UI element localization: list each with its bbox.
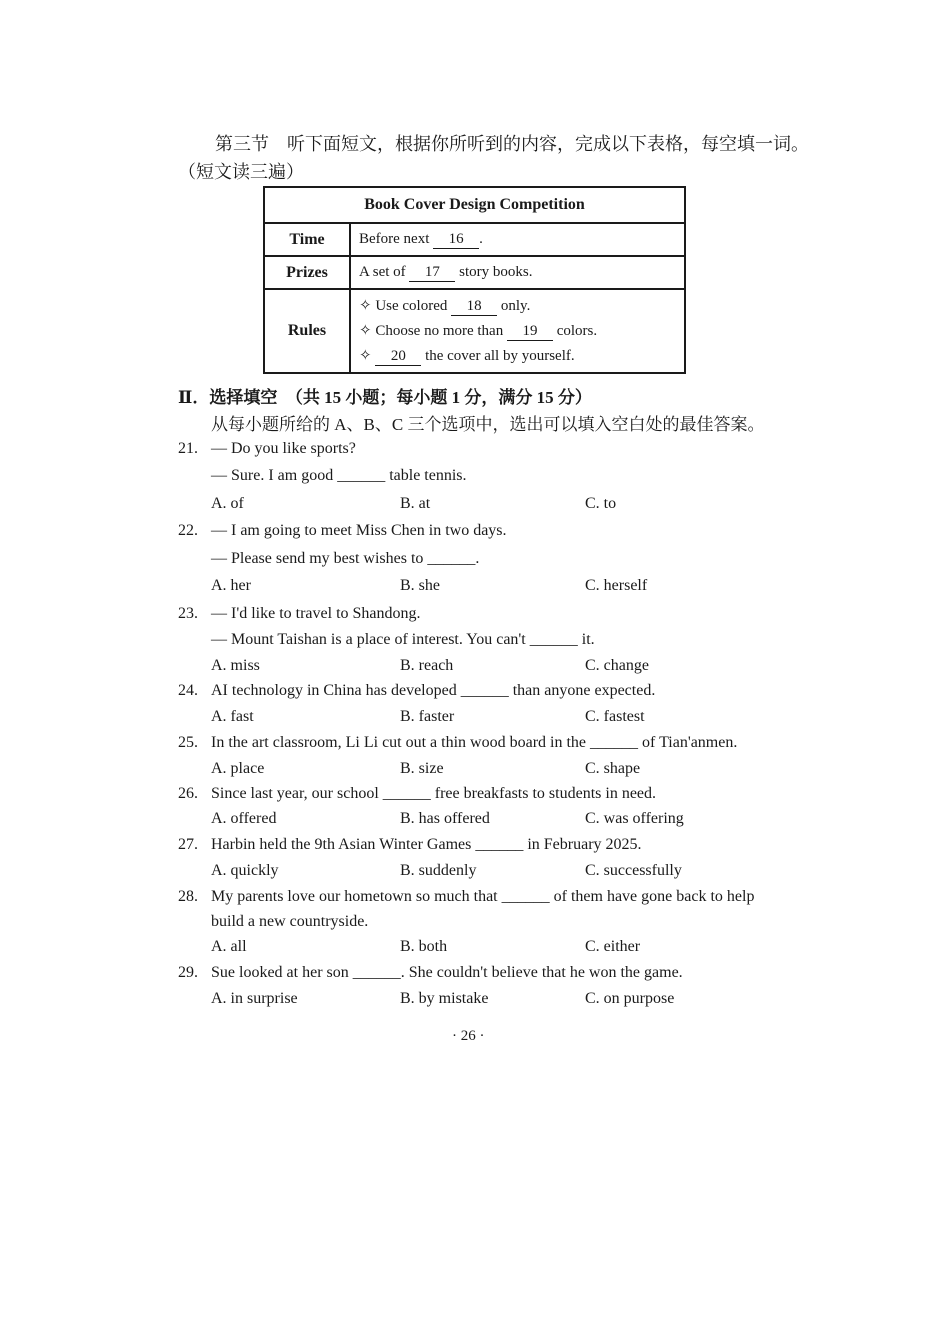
rule-2: ✧ Choose no more than 19 colors. <box>359 322 598 339</box>
question-stem: My parents love our hometown so much that ______ of them have gone back to help <box>211 888 755 905</box>
option-b: B. at <box>400 495 431 512</box>
option-b: B. both <box>400 938 448 955</box>
question-number: 22. <box>178 522 198 539</box>
rules-label: Rules <box>264 289 350 373</box>
blank-18: 18 <box>451 297 497 316</box>
blank-20: 20 <box>375 347 421 366</box>
question-number: 25. <box>178 734 198 751</box>
prizes-cell: A set of 17 story books. <box>350 256 685 289</box>
option-a: A. offered <box>211 810 277 827</box>
option-c: C. herself <box>585 577 648 594</box>
question-stem: Sue looked at her son ______. She couldn't believe that he won the game. <box>211 964 683 981</box>
question-stem: — Do you like sports? <box>211 440 356 457</box>
option-c: C. on purpose <box>585 990 675 1007</box>
option-c: C. fastest <box>585 708 645 725</box>
option-c: C. was offering <box>585 810 684 827</box>
time-label: Time <box>264 223 350 256</box>
question-stem: Harbin held the 9th Asian Winter Games ______ in February 2025. <box>211 836 642 853</box>
competition-table <box>263 186 686 374</box>
blank-16: 16 <box>433 230 479 249</box>
question-stem: — I am going to meet Miss Chen in two days. <box>211 522 507 539</box>
option-c: C. shape <box>585 760 641 777</box>
option-b: B. size <box>400 760 444 777</box>
option-b: B. faster <box>400 708 455 725</box>
question-stem: — Mount Taishan is a place of interest. You can't ______ it. <box>211 631 595 648</box>
rule-1: ✧ Use colored 18 only. <box>359 297 531 314</box>
section3-line1: 第三节 听下面短文，根据你所听到的内容，完成以下表格，每空填一词。 <box>215 134 809 154</box>
blank-17: 17 <box>409 263 455 282</box>
option-a: A. in surprise <box>211 990 298 1007</box>
option-b: B. she <box>400 577 440 594</box>
option-a: A. of <box>211 495 244 512</box>
rule-3: ✧ 20 the cover all by yourself. <box>359 347 575 364</box>
question-stem: — Sure. I am good ______ table tennis. <box>211 467 467 484</box>
option-b: B. suddenly <box>400 862 477 879</box>
question-number: 21. <box>178 440 198 457</box>
option-a: A. all <box>211 938 247 955</box>
option-a: A. her <box>211 577 251 594</box>
prizes-label: Prizes <box>264 256 350 289</box>
question-stem: Since last year, our school ______ free breakfasts to students in need. <box>211 785 657 802</box>
option-b: B. reach <box>400 657 454 674</box>
time-cell: Before next 16 . <box>350 223 685 256</box>
option-a: A. quickly <box>211 862 279 879</box>
table-title: Book Cover Design Competition <box>264 187 685 223</box>
question-number: 28. <box>178 888 198 905</box>
question-number: 27. <box>178 836 198 853</box>
question-stem: In the art classroom, Li Li cut out a thin wood board in the ______ of Tian'anmen. <box>211 734 738 751</box>
option-a: A. fast <box>211 708 254 725</box>
part2-instruction: 从每小题所给的 A、B、C 三个选项中，选出可以填入空白处的最佳答案。 <box>211 415 765 434</box>
option-c: C. either <box>585 938 641 955</box>
option-a: A. miss <box>211 657 260 674</box>
option-b: B. has offered <box>400 810 490 827</box>
part2-heading: Ⅱ．选择填空 （共 15 小题；每小题 1 分，满分 15 分） <box>178 388 592 407</box>
question-number: 23. <box>178 605 198 622</box>
section3-line2: （短文读三遍） <box>178 162 304 182</box>
question-number: 26. <box>178 785 198 802</box>
option-c: C. change <box>585 657 649 674</box>
page-number: · 26 · <box>452 1028 485 1044</box>
question-stem: build a new countryside. <box>211 913 369 930</box>
question-stem: — Please send my best wishes to ______. <box>211 550 480 567</box>
option-a: A. place <box>211 760 265 777</box>
question-stem: — I'd like to travel to Shandong. <box>211 605 421 622</box>
question-stem: AI technology in China has developed ______ than anyone expected. <box>211 682 656 699</box>
question-number: 29. <box>178 964 198 981</box>
question-number: 24. <box>178 682 198 699</box>
option-c: C. successfully <box>585 862 682 879</box>
option-b: B. by mistake <box>400 990 489 1007</box>
rules-cell <box>350 289 685 373</box>
blank-19: 19 <box>507 322 553 341</box>
option-c: C. to <box>585 495 617 512</box>
